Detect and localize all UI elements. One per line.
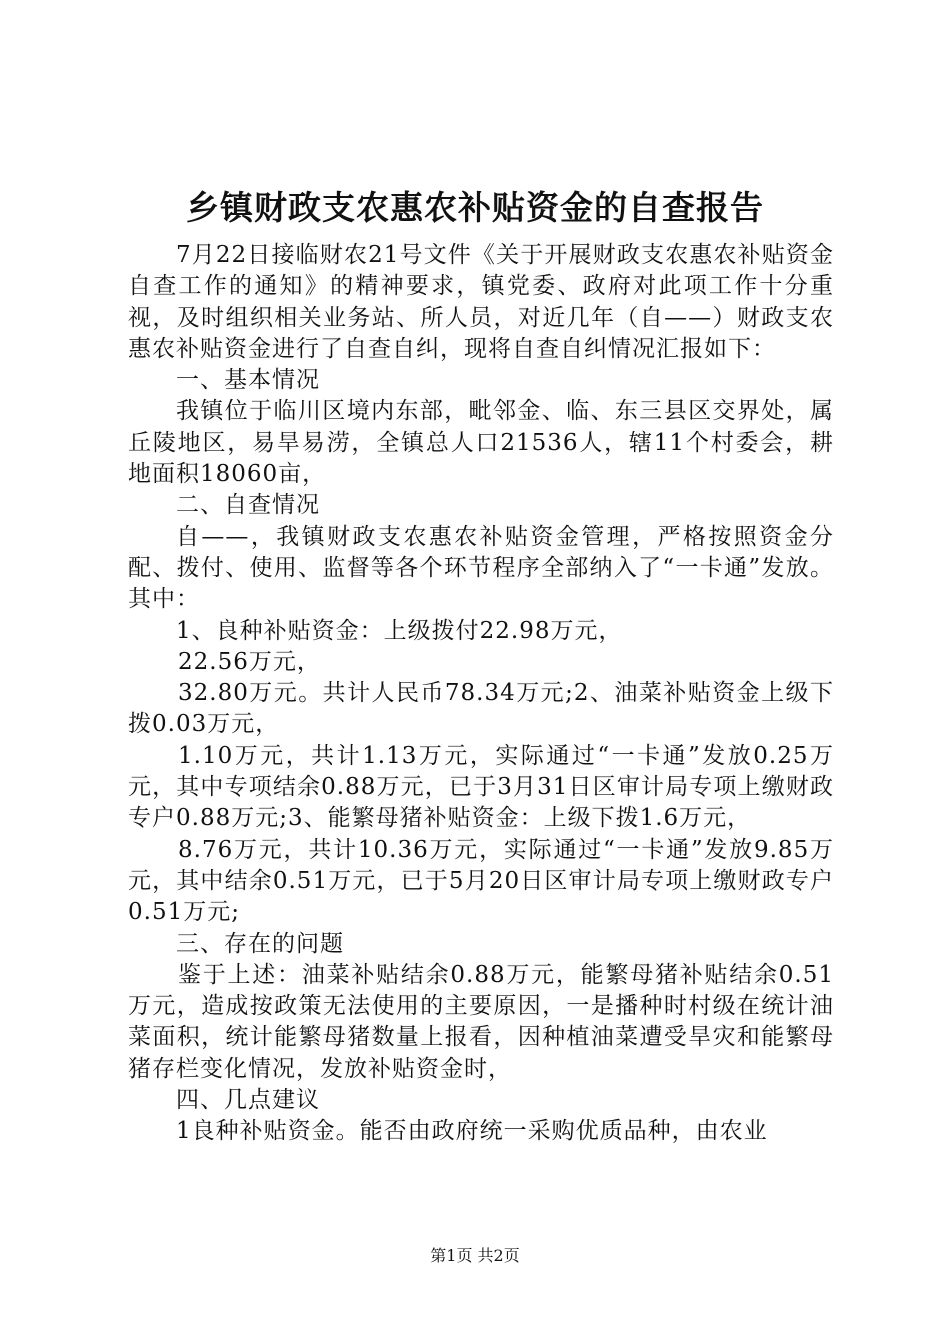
paragraph-amount-2: 32.80万元。共计人民币78.34万元;2、油菜补贴资金上级下拨0.03万元， [128, 680, 834, 738]
paragraph-rapeseed-subsidy: 1.10万元，共计1.13万元，实际通过“一卡通”发放0.25万元，其中专项结余0.88万元，已于3月31日区审计局专项上缴财政专户0.88万元;3、能繁母猪补贴资金：上级下拨1.6万元， [128, 742, 834, 832]
heading-problems: 三、存在的问题 [176, 930, 344, 957]
paragraph-seed-subsidy: 1、良种补贴资金：上级拨付22.98万元， [176, 617, 623, 644]
heading-basic-situation: 一、基本情况 [176, 367, 320, 394]
heading-suggestions: 四、几点建议 [176, 1087, 320, 1114]
paragraph-self-inspection: 自——，我镇财政支农惠农补贴资金管理，严格按照资金分配、拨付、使用、监督等各个环节程序全部纳入了“一卡通”发放。其中： [128, 523, 834, 613]
paragraph-intro: 7月22日接临财农21号文件《关于开展财政支农惠农补贴资金自查工作的通知》的精神要求，镇党委、政府对此项工作十分重视，及时组织相关业务站、所人员，对近几年（自——）财政支农惠农补贴资金进行了自查自纠，现将自查自纠情况汇报如下： [128, 242, 834, 362]
document-body [128, 240, 834, 1148]
paragraph-basic-situation: 我镇位于临川区境内东部，毗邻金、临、东三县区交界处，属丘陵地区，易旱易涝，全镇总人口21536人，辖11个村委会，耕地面积18060亩， [128, 398, 834, 488]
paragraph-suggestion-1: 1良种补贴资金。能否由政府统一采购优质品种，由农业 [176, 1118, 768, 1145]
paragraph-amount-1: 22.56万元， [178, 648, 321, 675]
document-title: 乡镇财政支农惠农补贴资金的自查报告 [186, 188, 764, 227]
paragraph-problems: 鉴于上述：油菜补贴结余0.88万元，能繁母猪补贴结余0.51万元，造成按政策无法使用的主要原因，一是播种时村级在统计油菜面积，统计能繁母猪数量上报看，因种植油菜遭受旱灾和能繁母猪存栏变化情况，发放补贴资金时， [128, 961, 834, 1082]
heading-self-inspection: 二、自查情况 [176, 492, 320, 519]
paragraph-sow-subsidy: 8.76万元，共计10.36万元，实际通过“一卡通”发放9.85万元，其中结余0.51万元，已于5月20日区审计局专项上缴财政专户0.51万元; [128, 836, 834, 926]
page-number: 第1页 共2页 [430, 1246, 520, 1265]
